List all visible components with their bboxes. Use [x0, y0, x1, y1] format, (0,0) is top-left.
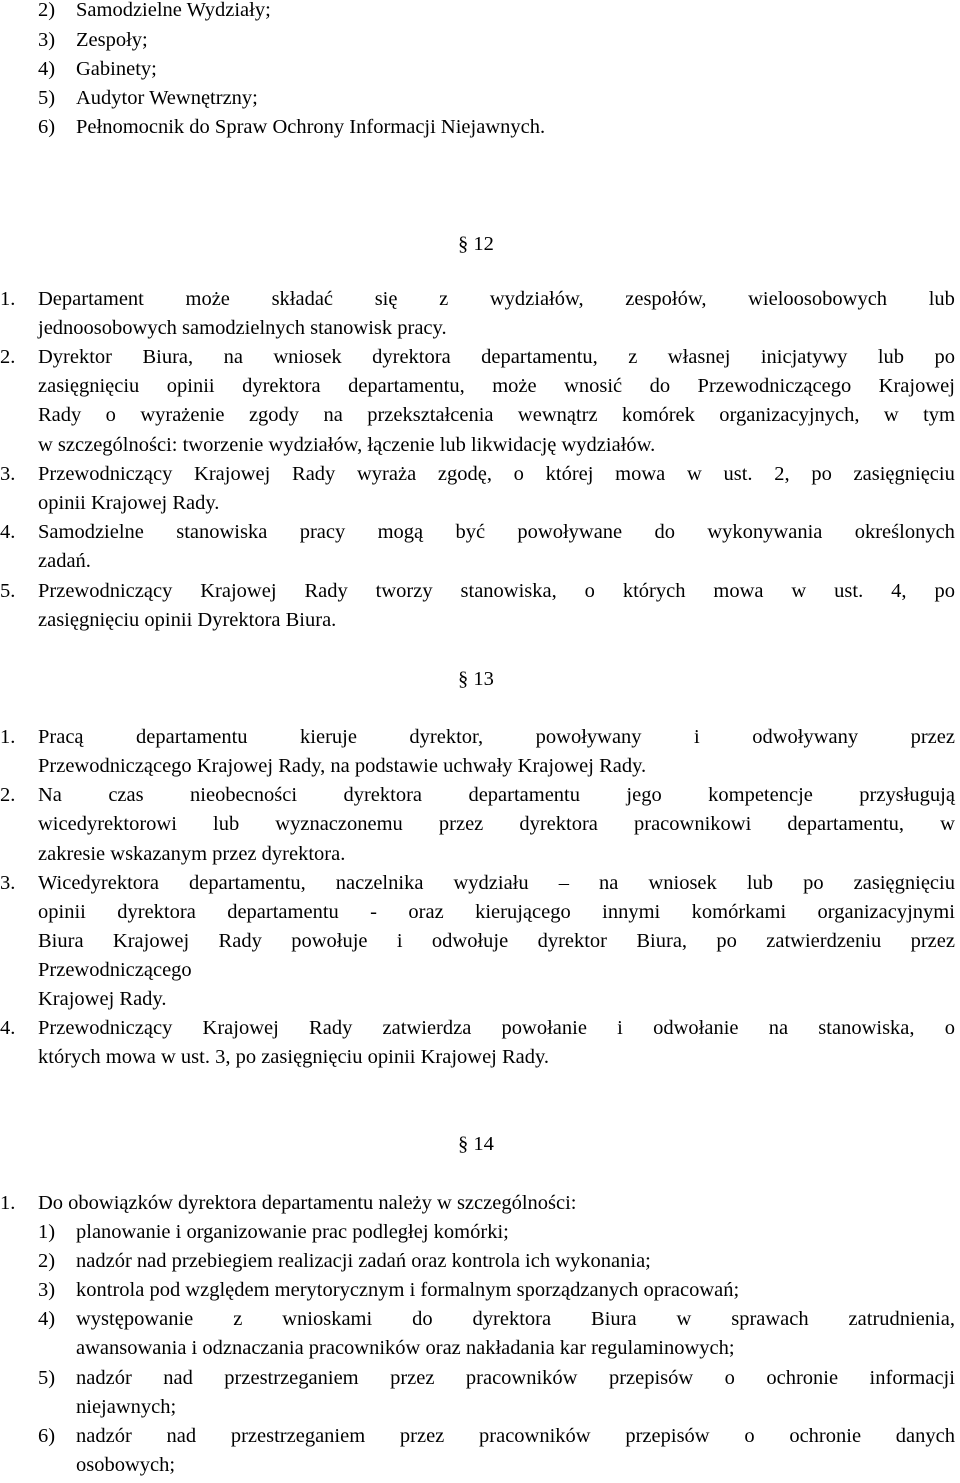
intro-list-item: Samodzielne Wydziały; [76, 0, 271, 21]
word: w [791, 580, 807, 602]
word: dyrektora [343, 784, 423, 806]
word: na [323, 404, 343, 426]
word: pracy [299, 521, 346, 543]
word: Pracą [38, 726, 84, 748]
word: innymi [602, 901, 661, 923]
word: kierującego [475, 901, 571, 923]
s12-paragraph-2-line [38, 376, 955, 397]
word: tym [923, 404, 955, 426]
word: odwoływany [752, 726, 859, 748]
word: nad [166, 1425, 197, 1447]
s12-paragraph-5-line: zasięgnięciu opinii Dyrektora Biura. [38, 609, 337, 631]
intro-list-number: 2) [38, 0, 56, 21]
s12-paragraph-4-line: zadań. [38, 550, 91, 572]
s12-paragraph-4-number: 4. [0, 521, 16, 543]
word: wydziałów, [489, 288, 584, 310]
word: stanowiska [176, 521, 268, 543]
word: Biura [591, 1308, 637, 1330]
word: na [768, 1017, 789, 1039]
word: Rady [38, 404, 82, 426]
word: odwołanie [653, 1017, 739, 1039]
s13-paragraph-2-line: zakresie wskazanym przez dyrektora. [38, 843, 346, 865]
s14-item-6-number: 6) [38, 1425, 56, 1447]
word: przestrzeganiem [224, 1367, 359, 1389]
s13-paragraph-4-line: których mowa w ust. 3, po zasięgnięciu opinii Krajowej Rady. [38, 1046, 550, 1068]
s12-paragraph-5-number: 5. [0, 580, 16, 602]
word: do [412, 1308, 433, 1330]
word: przez [399, 1425, 445, 1447]
word: zatwierdza [382, 1017, 472, 1039]
word: dyrektora [372, 346, 451, 368]
word: Samodzielne [38, 521, 144, 543]
s14-item-5-line: niejawnych; [76, 1396, 177, 1418]
word: Biura, [142, 346, 194, 368]
word: zasięgnięciu [38, 375, 140, 397]
s13-paragraph-3-line [38, 873, 955, 894]
word: nieobecności [190, 784, 298, 806]
word: opinii [166, 375, 215, 397]
s14-item-4-number: 4) [38, 1308, 56, 1330]
word: 2, [774, 463, 790, 485]
word: lub [877, 346, 905, 368]
word: wnioskami [282, 1308, 373, 1330]
word: departamentu, [348, 375, 465, 397]
word: wewnątrz [517, 404, 598, 426]
s12-paragraph-3-line [38, 464, 955, 485]
word: nadzór [76, 1367, 132, 1389]
word: lub [928, 288, 955, 310]
word: wydziału [453, 872, 529, 894]
word: w [940, 813, 955, 835]
word: oraz [408, 901, 444, 923]
intro-list-item: Gabinety; [76, 58, 157, 80]
s14-item-2-number: 2) [38, 1250, 56, 1272]
s13-paragraph-1-line: Przewodniczącego Krajowej Rady, na podstawie uchwały Krajowej Rady. [38, 755, 647, 777]
word: tworzy [375, 580, 433, 602]
word: o [513, 463, 524, 485]
word: wyrażenie [140, 404, 225, 426]
word: występowanie [76, 1308, 194, 1330]
word: informacji [869, 1367, 955, 1389]
word: jego [626, 784, 662, 806]
s14-item-5-line [76, 1368, 955, 1389]
section-heading-13: § 13 [458, 668, 494, 690]
s14-item-3-line: kontrola pod względem merytorycznym i formalnym sporządzanych opracowań; [76, 1279, 740, 1301]
word: Wicedyrektora [38, 872, 159, 894]
s13-paragraph-1-line [38, 727, 955, 748]
s13-paragraph-3-line: Przewodniczącego [38, 959, 192, 981]
word: nadzór [76, 1425, 132, 1447]
word: departamentu [468, 784, 580, 806]
word: komórek [622, 404, 695, 426]
word: pracowników [479, 1425, 591, 1447]
word: zasięgnięciu [853, 872, 955, 894]
word: komórkami [691, 901, 787, 923]
word: o [944, 1017, 955, 1039]
word: po [803, 872, 824, 894]
word: zatwierdzeniu [766, 930, 882, 952]
word: w [686, 463, 702, 485]
word: o [724, 1367, 735, 1389]
s13-paragraph-2-line [38, 785, 955, 806]
s12-paragraph-1-number: 1. [0, 288, 16, 310]
word: przestrzeganiem [230, 1425, 366, 1447]
word: przez [910, 726, 955, 748]
word: z [628, 346, 638, 368]
word: Dyrektor [38, 346, 113, 368]
intro-list-number: 3) [38, 29, 56, 51]
word: przez [390, 1367, 435, 1389]
s12-paragraph-3-line: opinii Krajowej Rady. [38, 492, 220, 514]
word: organizacyjnych, [719, 404, 860, 426]
word: powołuje [291, 930, 368, 952]
word: do [649, 375, 671, 397]
word: Biura, [636, 930, 688, 952]
word: wieloosobowych [748, 288, 888, 310]
word: której [545, 463, 594, 485]
word: danych [895, 1425, 955, 1447]
word: i [396, 930, 403, 952]
word: zgodę, [437, 463, 492, 485]
word: przez [438, 813, 484, 835]
word: Przewodniczący [38, 1017, 173, 1039]
word: powołanie [501, 1017, 587, 1039]
word: wniosek [273, 346, 342, 368]
word: na [223, 346, 243, 368]
word: Krajowej [200, 580, 277, 602]
s13-paragraph-3-number: 3. [0, 872, 16, 894]
s14-item-3-number: 3) [38, 1279, 56, 1301]
s12-paragraph-1-line: jednoosobowych samodzielnych stanowisk pracy. [38, 317, 447, 339]
s14-item-6-line [76, 1426, 955, 1447]
word: wniosek [648, 872, 717, 894]
word: zgody [248, 404, 300, 426]
word: departamentu, [481, 346, 598, 368]
s12-paragraph-2-line: w szczególności: tworzenie wydziałów, łączenie lub likwidację wydziałów. [38, 434, 656, 456]
word: pracownikowi [634, 813, 752, 835]
word: się [374, 288, 398, 310]
word: wykonywania [707, 521, 823, 543]
word: i [694, 726, 700, 748]
word: może [185, 288, 230, 310]
word: Rady [304, 580, 348, 602]
word: mogą [377, 521, 424, 543]
word: stanowiska, [818, 1017, 915, 1039]
word: powoływany [535, 726, 642, 748]
word: Przewodniczący [38, 463, 173, 485]
word: departamentu [227, 901, 339, 923]
s13-paragraph-1-number: 1. [0, 726, 16, 748]
word: Rady [309, 1017, 353, 1039]
intro-list-item: Pełnomocnik do Spraw Ochrony Informacji Niejawnych. [76, 116, 546, 138]
word: Departament [38, 288, 144, 310]
word: zatrudnienia, [848, 1308, 955, 1330]
word: departamentu, [189, 872, 306, 894]
word: powoływane [517, 521, 623, 543]
word: z [439, 288, 449, 310]
word: lub [213, 813, 240, 835]
word: nad [163, 1367, 193, 1389]
word: Rady [292, 463, 336, 485]
word: do [654, 521, 676, 543]
word: zasięgnięciu [853, 463, 955, 485]
section-heading-14: § 14 [458, 1133, 494, 1155]
s14-paragraph-1: Do obowiązków dyrektora departamentu należy w szczególności: [38, 1192, 577, 1214]
word: po [934, 346, 955, 368]
s13-paragraph-3-line [38, 931, 955, 952]
word: Na [38, 784, 62, 806]
word: po [811, 463, 832, 485]
s14-item-2-line: nadzór nad przebiegiem realizacji zadań oraz kontrola ich wykonania; [76, 1250, 651, 1272]
word: odwołuje [431, 930, 509, 952]
word: stanowiska, [460, 580, 557, 602]
word: na [599, 872, 619, 894]
word: ochronie [766, 1367, 839, 1389]
word: dyrektor, [409, 726, 484, 748]
word: własnej [667, 346, 731, 368]
word: po [716, 930, 737, 952]
section-heading-12: § 12 [458, 233, 494, 255]
word: zespołów, [625, 288, 707, 310]
word: dyrektor [537, 930, 608, 952]
s14-item-6-line: osobowych; [76, 1454, 176, 1476]
word: kieruje [300, 726, 357, 748]
word: czas [108, 784, 144, 806]
word: może [492, 375, 537, 397]
word: Rady [218, 930, 262, 952]
word: lub [746, 872, 774, 894]
word: wyznaczonemu [275, 813, 403, 835]
word: inicjatywy [760, 346, 848, 368]
s12-paragraph-1-line [38, 289, 955, 310]
word: przepisów [625, 1425, 710, 1447]
word: być [455, 521, 486, 543]
word: dyrektora [117, 901, 196, 923]
word: wicedyrektorowi [38, 813, 177, 835]
s12-paragraph-2-line [38, 405, 955, 426]
word: z [233, 1308, 243, 1330]
word: kompetencje [708, 784, 813, 806]
word: mowa [615, 463, 666, 485]
word: Biura [38, 930, 84, 952]
s14-paragraph-1-number: 1. [0, 1192, 16, 1214]
word: w [883, 404, 899, 426]
word: - [370, 901, 377, 923]
word: departamentu, [787, 813, 905, 835]
s13-paragraph-3-line: Krajowej Rady. [38, 988, 167, 1010]
intro-list-item: Audytor Wewnętrzny; [76, 87, 258, 109]
word: składać [271, 288, 334, 310]
intro-list-item: Zespoły; [76, 29, 148, 51]
word: w [676, 1308, 692, 1330]
word: Krajowej [112, 930, 190, 952]
word: wnosić [564, 375, 623, 397]
word: Przewodniczący [38, 580, 173, 602]
word: opinii [38, 901, 86, 923]
s13-paragraph-2-line [38, 814, 955, 835]
word: o [105, 404, 116, 426]
s14-item-4-line [76, 1309, 955, 1330]
word: dyrektora [519, 813, 598, 835]
word: Krajowej [194, 463, 271, 485]
intro-list-number: 6) [38, 116, 56, 138]
word: naczelnika [335, 872, 424, 894]
word: Przewodniczącego [697, 375, 852, 397]
word: przysługują [859, 784, 955, 806]
s12-paragraph-4-line [38, 522, 955, 543]
word: 4, [891, 580, 907, 602]
s14-item-1-line: planowanie i organizowanie prac podległej komórki; [76, 1221, 509, 1243]
word: Krajowej [878, 375, 955, 397]
s13-paragraph-4-line [38, 1018, 955, 1039]
word: wyraża [357, 463, 417, 485]
s12-paragraph-2-number: 2. [0, 346, 16, 368]
word: ust. [834, 580, 864, 602]
word: ochronie [789, 1425, 862, 1447]
word: dyrektora [242, 375, 321, 397]
s14-item-4-line: awansowania i odznaczania pracowników oraz nakładania kar regulaminowych; [76, 1337, 735, 1359]
s14-item-1-number: 1) [38, 1221, 56, 1243]
word: i [617, 1017, 623, 1039]
word: określonych [854, 521, 955, 543]
word: przez [910, 930, 955, 952]
word: Krajowej [202, 1017, 279, 1039]
word: sprawach [731, 1308, 809, 1330]
s13-paragraph-4-number: 4. [0, 1017, 16, 1039]
word: o [744, 1425, 755, 1447]
word: – [558, 872, 569, 894]
word: przekształcenia [367, 404, 494, 426]
s12-paragraph-5-line [38, 581, 955, 602]
word: dyrektora [472, 1308, 552, 1330]
word: organizacyjnymi [817, 901, 955, 923]
s12-paragraph-2-line [38, 347, 955, 368]
intro-list-number: 5) [38, 87, 56, 109]
s14-item-5-number: 5) [38, 1367, 56, 1389]
s13-paragraph-3-line [38, 902, 955, 923]
s12-paragraph-3-number: 3. [0, 463, 16, 485]
word: ust. [723, 463, 753, 485]
word: o [584, 580, 595, 602]
word: po [934, 580, 955, 602]
word: pracowników [465, 1367, 578, 1389]
word: których [622, 580, 686, 602]
s13-paragraph-2-number: 2. [0, 784, 16, 806]
intro-list-number: 4) [38, 58, 56, 80]
word: przepisów [608, 1367, 694, 1389]
word: mowa [713, 580, 764, 602]
word: departamentu [136, 726, 248, 748]
